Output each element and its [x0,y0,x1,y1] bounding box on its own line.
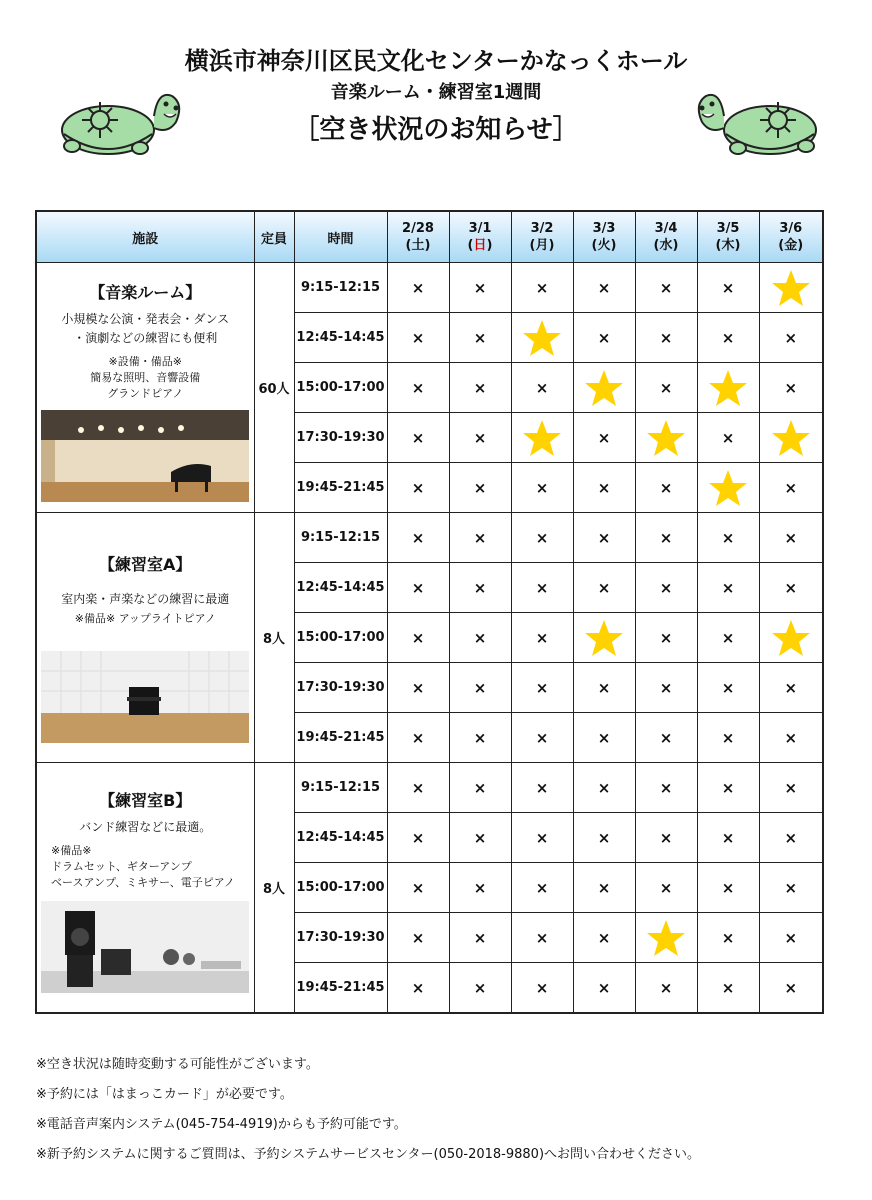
cross-icon: × [597,878,611,897]
unavailable-mark [449,813,511,863]
cross-icon: × [784,678,798,697]
table-row [36,513,823,563]
unavailable-mark [697,963,759,1014]
cross-icon: × [473,478,487,497]
unavailable-mark [387,713,449,763]
star-icon [708,469,748,507]
cross-icon: × [597,828,611,847]
star-icon [771,419,811,457]
unavailable-mark [511,363,573,413]
time-slot: 9:15-12:15 [294,763,387,813]
cross-icon: × [721,278,735,297]
unavailable-mark [449,963,511,1014]
unavailable-mark [573,863,635,913]
cross-icon: × [721,978,735,997]
unavailable-mark [759,863,823,913]
unavailable-mark [511,513,573,563]
cross-icon: × [659,478,673,497]
unavailable-mark [449,463,511,513]
time-slot: 9:15-12:15 [294,263,387,313]
time-slot: 12:45-14:45 [294,813,387,863]
cross-icon: × [597,978,611,997]
cross-icon: × [411,478,425,497]
unavailable-mark [697,263,759,313]
unavailable-mark [635,663,697,713]
unavailable-mark [511,713,573,763]
facility-name: 【音楽ルーム】 [89,282,202,302]
unavailable-mark [759,763,823,813]
available-star-icon [573,363,635,413]
unavailable-mark [387,763,449,813]
cross-icon: × [659,678,673,697]
unavailable-mark [511,663,573,713]
unavailable-mark [573,663,635,713]
practice-room-a-photo [41,651,249,743]
facility-cell-music-room [36,263,254,513]
unavailable-mark [387,313,449,363]
subtitle: 音楽ルーム・練習室1週間 [330,82,542,103]
date-header: 3/4 (水) [635,211,697,263]
unavailable-mark [449,513,511,563]
time-slot: 15:00-17:00 [294,613,387,663]
cross-icon: × [597,928,611,947]
cross-icon: × [721,328,735,347]
star-icon [584,619,624,657]
cross-icon: × [597,728,611,747]
available-star-icon [635,913,697,963]
unavailable-mark [697,313,759,363]
notes [36,1050,836,1170]
available-star-icon [759,413,823,463]
unavailable-mark [573,463,635,513]
unavailable-mark [635,963,697,1014]
date-header: 3/5 (木) [697,211,759,263]
cross-icon: × [659,328,673,347]
star-icon [771,269,811,307]
cross-icon: × [721,778,735,797]
unavailable-mark [573,263,635,313]
cross-icon: × [659,628,673,647]
unavailable-mark [387,613,449,663]
cross-icon: × [721,878,735,897]
cross-icon: × [597,278,611,297]
unavailable-mark [511,463,573,513]
unavailable-mark [387,363,449,413]
unavailable-mark [387,963,449,1014]
note-line: ※電話音声案内システム(045-754-4919)からも予約可能です。 [36,1117,407,1132]
cross-icon: × [411,278,425,297]
cross-icon: × [535,778,549,797]
cross-icon: × [721,428,735,447]
table-row [36,263,823,313]
unavailable-mark [387,913,449,963]
cross-icon: × [784,878,798,897]
cross-icon: × [473,828,487,847]
cross-icon: × [721,578,735,597]
unavailable-mark [759,713,823,763]
table-row [36,763,823,813]
unavailable-mark [573,913,635,963]
available-star-icon [697,463,759,513]
unavailable-mark [759,913,823,963]
unavailable-mark [511,913,573,963]
cross-icon: × [411,778,425,797]
music-room-photo [41,410,249,502]
cross-icon: × [659,878,673,897]
unavailable-mark [387,263,449,313]
unavailable-mark [635,263,697,313]
unavailable-mark [697,863,759,913]
time-slot: 19:45-21:45 [294,463,387,513]
time-slot: 12:45-14:45 [294,313,387,363]
capacity-cell: 8人 [254,763,294,1014]
date-header: 3/2 (月) [511,211,573,263]
cross-icon: × [721,928,735,947]
unavailable-mark [449,863,511,913]
cross-icon: × [473,578,487,597]
unavailable-mark [635,463,697,513]
cross-icon: × [784,728,798,747]
cross-icon: × [597,678,611,697]
facility-cell-practice-room-a [36,513,254,763]
cross-icon: × [535,528,549,547]
cross-icon: × [597,528,611,547]
cross-icon: × [473,928,487,947]
unavailable-mark [759,963,823,1014]
cross-icon: × [659,278,673,297]
facility-equipment: ※備品※ ドラムセット、ギターアンプ ベースアンプ、ミキサー、電子ピアノ [51,844,235,889]
cross-icon: × [411,528,425,547]
cross-icon: × [411,328,425,347]
unavailable-mark [449,613,511,663]
unavailable-mark [449,663,511,713]
time-slot: 17:30-19:30 [294,913,387,963]
unavailable-mark [387,563,449,613]
cross-icon: × [784,928,798,947]
cross-icon: × [535,278,549,297]
capacity-cell: 60人 [254,263,294,513]
star-icon [584,369,624,407]
unavailable-mark [387,863,449,913]
star-icon [708,369,748,407]
available-star-icon [759,613,823,663]
facility-cell-practice-room-b [36,763,254,1014]
unavailable-mark [573,763,635,813]
cross-icon: × [473,678,487,697]
cross-icon: × [473,428,487,447]
facility-desc: 小規模な公演・発表会・ダンス ・演劇などの練習にも便利 [61,311,230,345]
unavailable-mark [449,913,511,963]
cross-icon: × [659,578,673,597]
time-slot: 19:45-21:45 [294,713,387,763]
star-icon [522,419,562,457]
unavailable-mark [759,313,823,363]
cross-icon: × [784,578,798,597]
unavailable-mark [635,713,697,763]
time-slot: 15:00-17:00 [294,363,387,413]
unavailable-mark [511,813,573,863]
star-icon [522,319,562,357]
facility-equipment: ※設備・備品※ 簡易な照明、音響設備 グランドピアノ [90,354,201,400]
unavailable-mark [635,813,697,863]
cross-icon: × [535,978,549,997]
practice-room-b-photo [41,901,249,993]
unavailable-mark [511,563,573,613]
unavailable-mark [387,513,449,563]
unavailable-mark [759,813,823,863]
unavailable-mark [635,763,697,813]
cross-icon: × [411,978,425,997]
unavailable-mark [635,563,697,613]
unavailable-mark [573,713,635,763]
capacity-cell: 8人 [254,513,294,763]
cross-icon: × [535,828,549,847]
cross-icon: × [411,378,425,397]
notice-title: ［空き状況のお知らせ］ [293,115,579,145]
date-header: 3/6 (金) [759,211,823,263]
unavailable-mark [449,413,511,463]
header-row [36,211,823,263]
unavailable-mark [635,313,697,363]
unavailable-mark [759,363,823,413]
available-star-icon [635,413,697,463]
capacity-header: 定員 [254,211,294,263]
availability-table [35,210,824,1014]
cross-icon: × [784,528,798,547]
cross-icon: × [473,328,487,347]
facility-equipment: ※備品※ アップライトピアノ [74,612,216,625]
cross-icon: × [535,928,549,947]
available-star-icon [511,313,573,363]
unavailable-mark [573,563,635,613]
cross-icon: × [784,478,798,497]
unavailable-mark [697,413,759,463]
cross-icon: × [411,928,425,947]
cross-icon: × [411,578,425,597]
cross-icon: × [784,978,798,997]
star-icon [646,919,686,957]
date-header: 3/3 (火) [573,211,635,263]
time-slot: 19:45-21:45 [294,963,387,1014]
cross-icon: × [473,978,487,997]
cross-icon: × [535,478,549,497]
cross-icon: × [411,628,425,647]
cross-icon: × [721,528,735,547]
time-slot: 17:30-19:30 [294,413,387,463]
cross-icon: × [721,828,735,847]
cross-icon: × [597,578,611,597]
cross-icon: × [411,728,425,747]
unavailable-mark [573,313,635,363]
cross-icon: × [659,828,673,847]
unavailable-mark [573,813,635,863]
unavailable-mark [759,663,823,713]
unavailable-mark [697,513,759,563]
unavailable-mark [759,563,823,613]
unavailable-mark [449,263,511,313]
star-icon [646,419,686,457]
unavailable-mark [511,613,573,663]
star-icon [771,619,811,657]
cross-icon: × [535,678,549,697]
facility-name: 【練習室A】 [99,555,192,574]
cross-icon: × [784,828,798,847]
available-star-icon [573,613,635,663]
unavailable-mark [511,863,573,913]
cross-icon: × [597,778,611,797]
cross-icon: × [659,378,673,397]
cross-icon: × [659,978,673,997]
unavailable-mark [511,263,573,313]
cross-icon: × [473,878,487,897]
available-star-icon [759,263,823,313]
unavailable-mark [449,763,511,813]
unavailable-mark [387,813,449,863]
cross-icon: × [473,728,487,747]
cross-icon: × [721,728,735,747]
cross-icon: × [597,428,611,447]
cross-icon: × [411,678,425,697]
cross-icon: × [721,678,735,697]
cross-icon: × [721,628,735,647]
unavailable-mark [759,513,823,563]
facility-name: 【練習室B】 [99,791,192,810]
time-slot: 9:15-12:15 [294,513,387,563]
unavailable-mark [449,313,511,363]
hall-name: 横浜市神奈川区民文化センターかなっくホール [184,47,688,75]
time-slot: 15:00-17:00 [294,863,387,913]
unavailable-mark [697,713,759,763]
unavailable-mark [449,563,511,613]
cross-icon: × [535,578,549,597]
date-header: 3/1 (日) [449,211,511,263]
unavailable-mark [387,663,449,713]
cross-icon: × [473,628,487,647]
cross-icon: × [535,728,549,747]
cross-icon: × [597,328,611,347]
unavailable-mark [511,963,573,1014]
unavailable-mark [635,863,697,913]
unavailable-mark [511,763,573,813]
unavailable-mark [449,363,511,413]
time-slot: 17:30-19:30 [294,663,387,713]
cross-icon: × [411,428,425,447]
cross-icon: × [411,828,425,847]
unavailable-mark [697,913,759,963]
facility-desc: バンド練習などに最適。 [79,820,212,834]
unavailable-mark [573,963,635,1014]
sunday-label: 日 [473,238,487,253]
unavailable-mark [387,463,449,513]
note-line: ※予約には「はまっこカード」が必要です。 [36,1087,293,1102]
unavailable-mark [635,613,697,663]
unavailable-mark [573,513,635,563]
unavailable-mark [635,363,697,413]
cross-icon: × [784,778,798,797]
cross-icon: × [784,328,798,347]
unavailable-mark [573,413,635,463]
unavailable-mark [449,713,511,763]
unavailable-mark [635,513,697,563]
available-star-icon [697,363,759,413]
cross-icon: × [659,528,673,547]
cross-icon: × [473,528,487,547]
note-line: ※新予約システムに関するご質問は、予約システムサービスセンター(050-2018-9880)へお問い合わせください。 [36,1147,701,1162]
cross-icon: × [659,728,673,747]
date-header: 2/28 (土) [387,211,449,263]
unavailable-mark [697,763,759,813]
cross-icon: × [473,378,487,397]
facility-desc: 室内楽・声楽などの練習に最適 [61,592,230,606]
time-header: 時間 [294,211,387,263]
unavailable-mark [697,663,759,713]
cross-icon: × [784,378,798,397]
time-slot: 12:45-14:45 [294,563,387,613]
turtle-right-icon [690,82,830,162]
unavailable-mark [697,813,759,863]
cross-icon: × [535,878,549,897]
cross-icon: × [473,278,487,297]
cross-icon: × [659,778,673,797]
cross-icon: × [411,878,425,897]
unavailable-mark [387,413,449,463]
cross-icon: × [535,628,549,647]
facility-header: 施設 [36,211,254,263]
turtle-left-icon [48,82,188,162]
available-star-icon [511,413,573,463]
note-line: ※空き状況は随時変動する可能性がございます。 [36,1057,319,1072]
unavailable-mark [697,613,759,663]
cross-icon: × [597,478,611,497]
unavailable-mark [759,463,823,513]
cross-icon: × [535,378,549,397]
cross-icon: × [473,778,487,797]
unavailable-mark [697,563,759,613]
